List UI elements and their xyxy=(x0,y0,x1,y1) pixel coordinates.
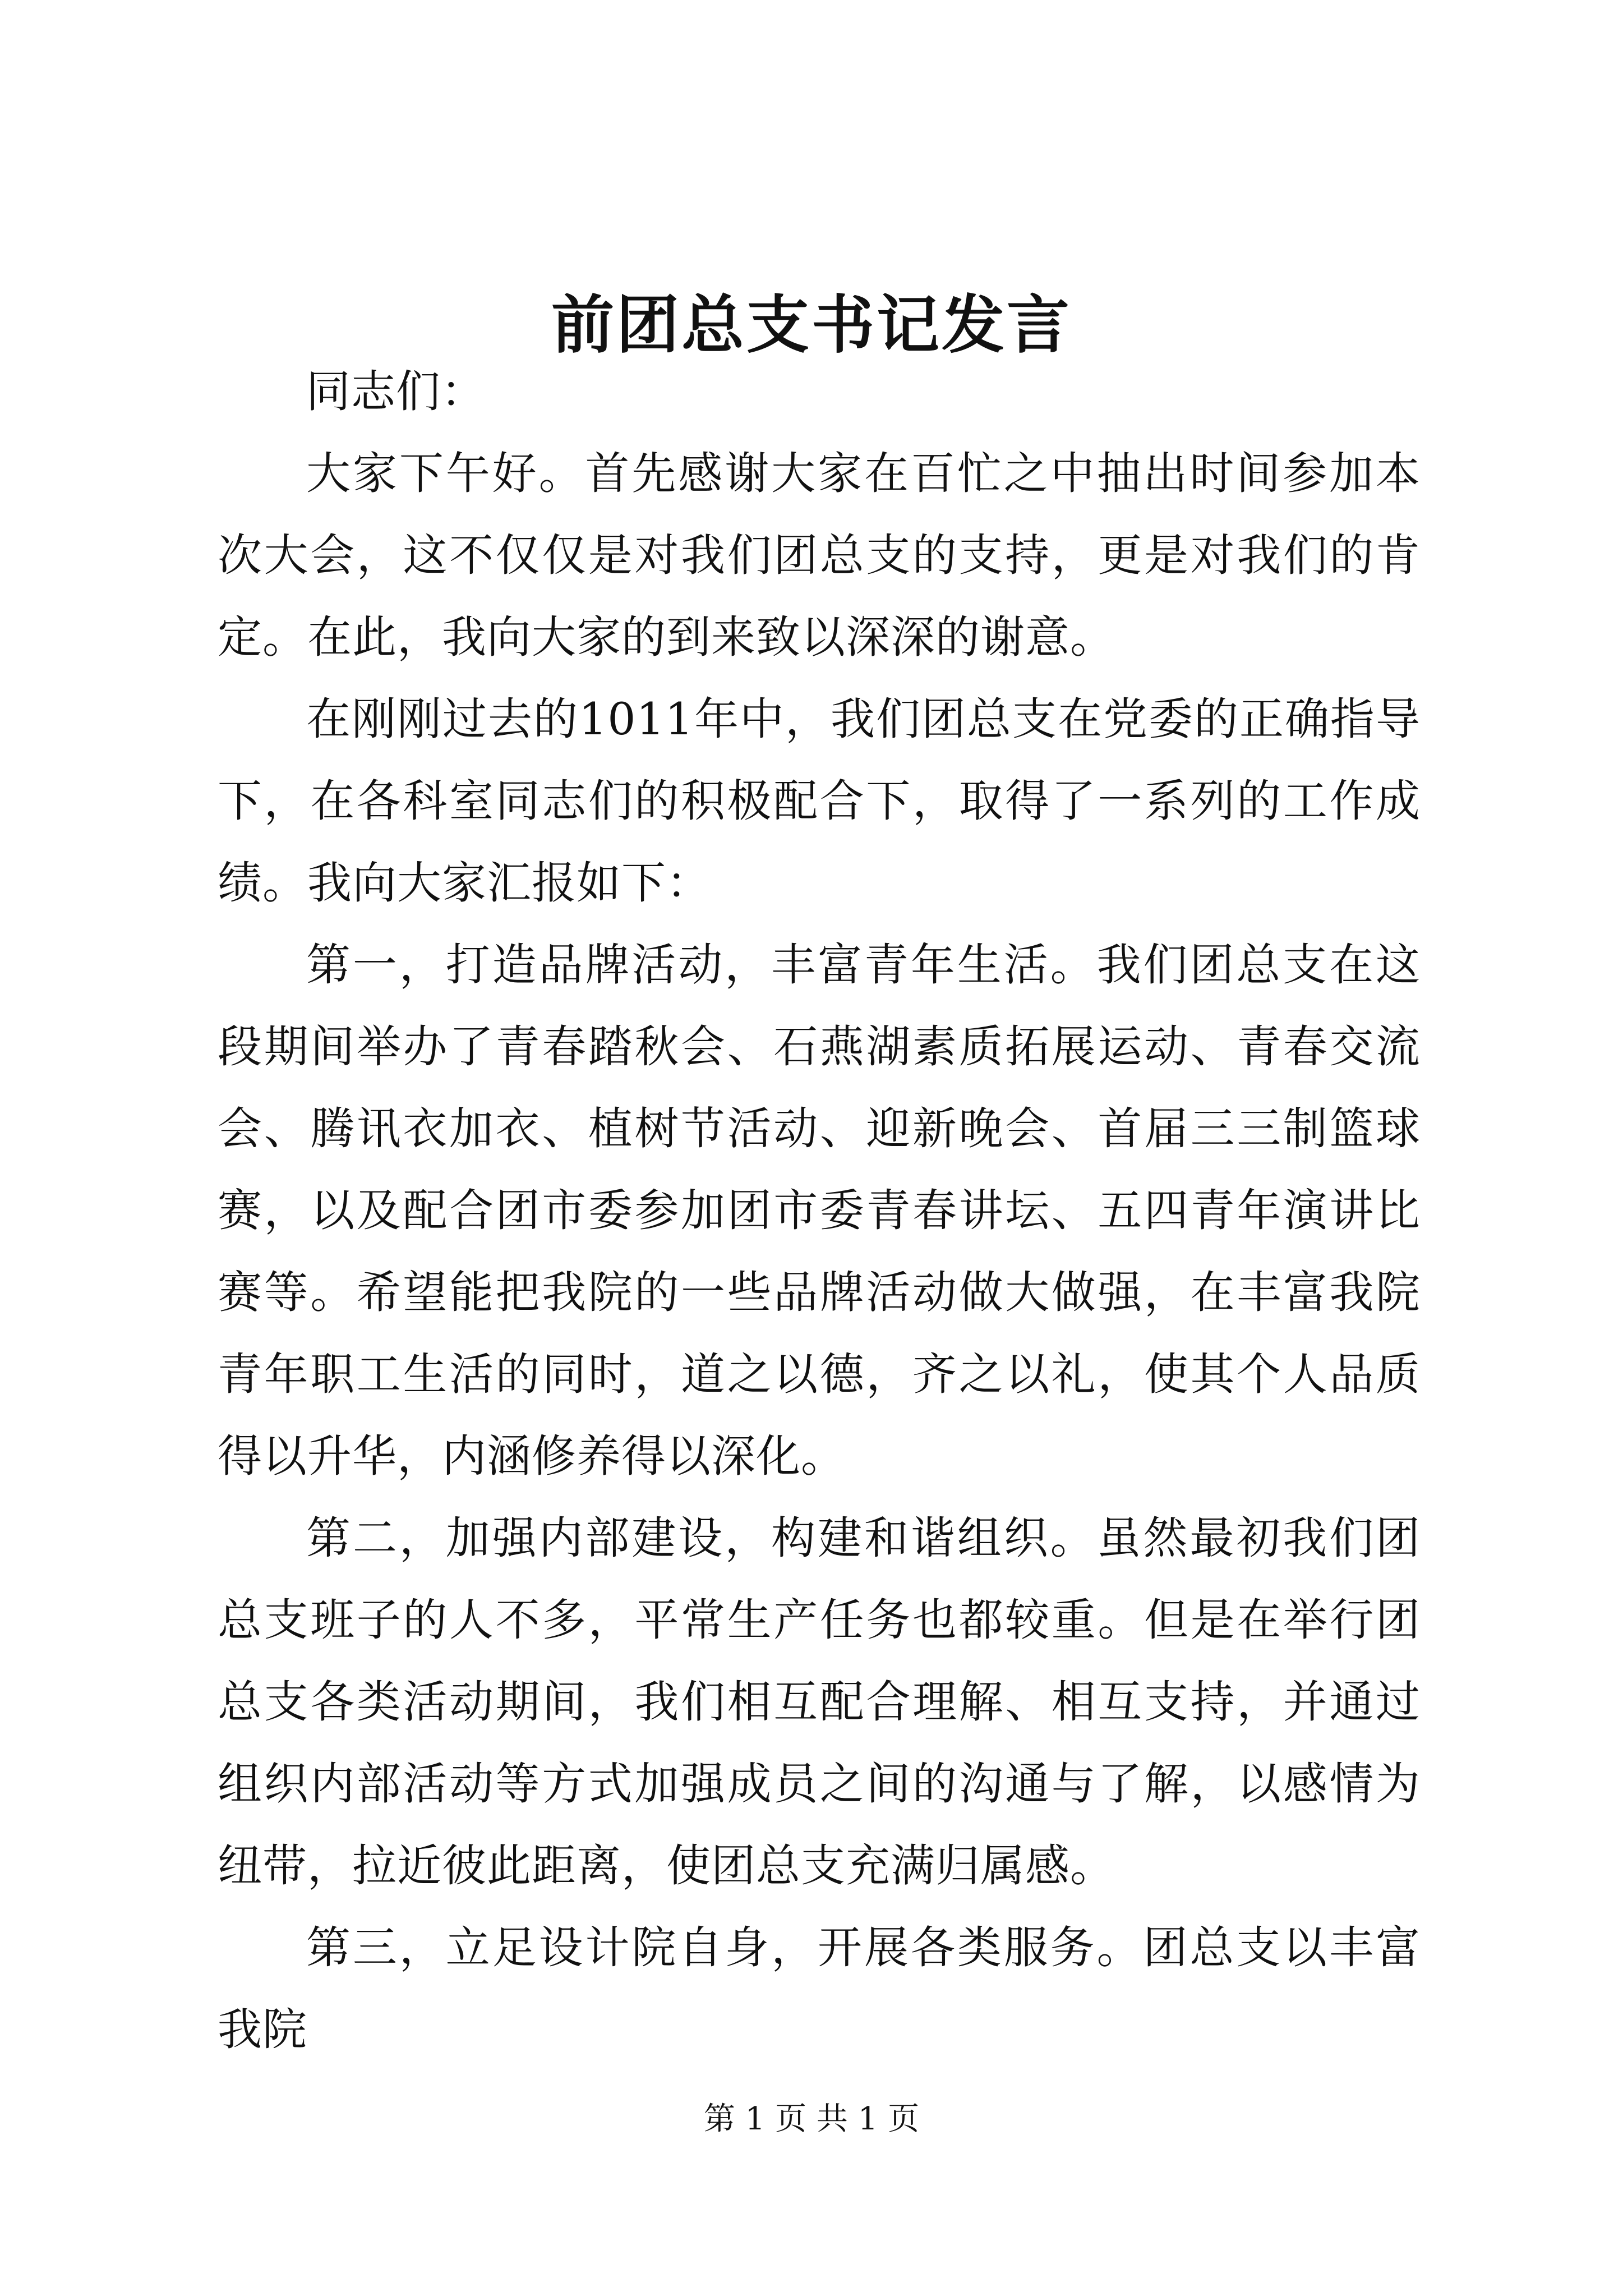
paragraph-greeting: 同志们： xyxy=(306,366,486,417)
paragraph-opening: 大家下午好。首先感谢大家在百忙之中抽出时间参加本次大会，这不仅仅是对我们团总支的支持，更是对我们的肯定。在此，我向大家的到来致以深深的谢意。 xyxy=(218,448,1421,663)
paragraph-point-three: 第三，立足设计院自身，开展各类服务。团总支以丰富我院 xyxy=(218,1922,1421,2055)
paragraph-point-one: 第一，打造品牌活动，丰富青年生活。我们团总支在这段期间举办了青春踏秋会、石燕湖素质拓展运动、青春交流会、腾讯衣加衣、植树节活动、迎新晚会、首届三三制篮球赛，以及配合团市委参加团市委青春讲坛、五四青年演讲比赛等。希望能把我院的一些品牌活动做大做强，在丰富我院青年职工生活的同时，道之以德，齐之以礼，使其个人品质得以升华，内涵修养得以深化。 xyxy=(218,939,1421,1482)
paragraph-point-two: 第二，加强内部建设，构建和谐组织。虽然最初我们团总支班子的人不多，平常生产任务也都较重。但是在举行团总支各类活动期间，我们相互配合理解、相互支持，并通过组织内部活动等方式加强成员之间的沟通与了解，以感情为纽带，拉近彼此距离，使团总支充满归属感。 xyxy=(218,1512,1421,1892)
paragraph-summary: 在刚刚过去的1011年中，我们团总支在党委的正确指导下，在各科室同志们的积极配合下，取得了一系列的工作成绩。我向大家汇报如下： xyxy=(218,693,1421,909)
page-number-footer: 第 1 页 共 1 页 xyxy=(703,2101,920,2137)
document-title: 前团总支书记发言 xyxy=(551,288,1072,362)
document-body xyxy=(218,351,1421,2070)
